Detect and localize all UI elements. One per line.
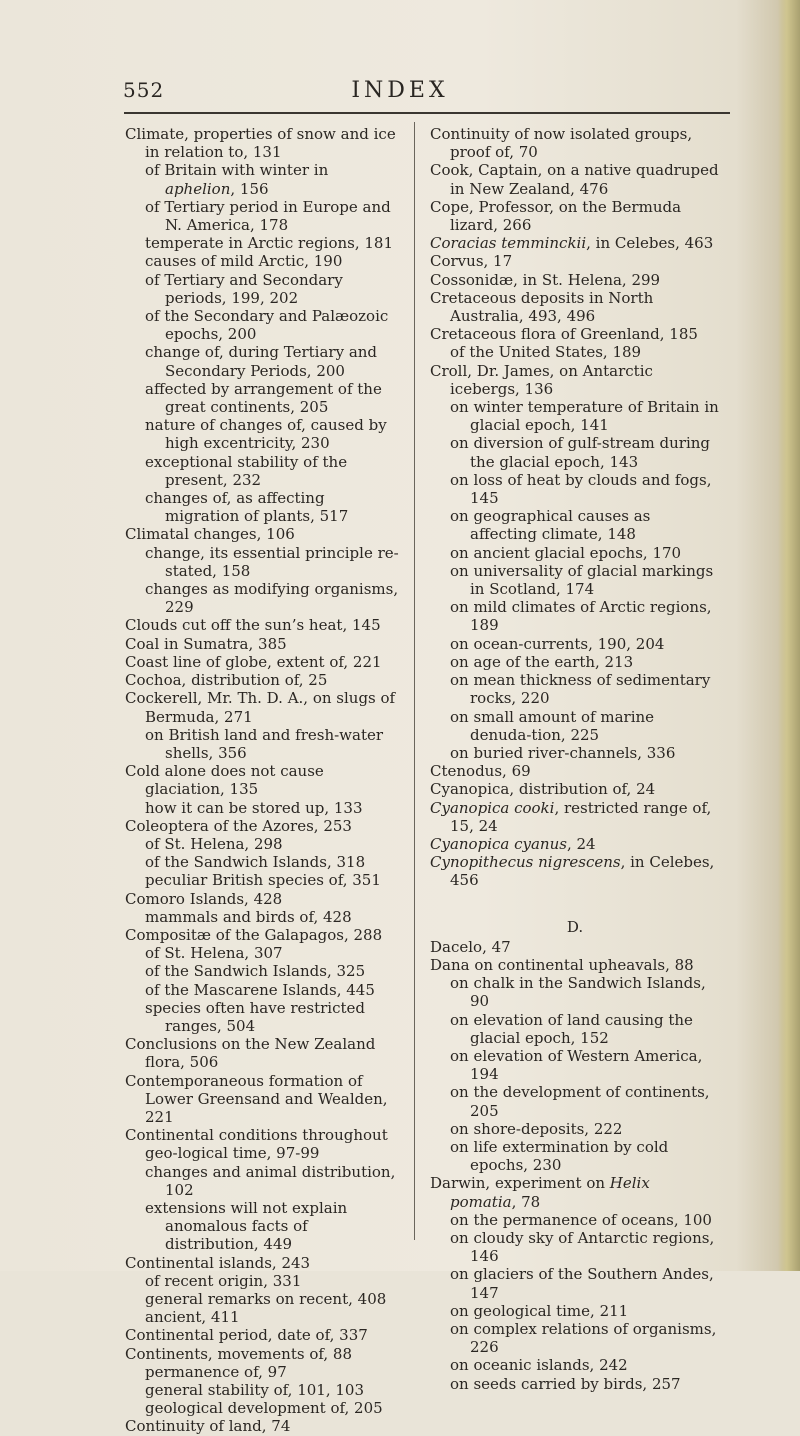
index-subentry: on small amount of marine denuda-tion, 225 — [450, 707, 655, 744]
index-entry: Continental conditions throughout geo-logical time, 97-99 — [125, 1126, 388, 1163]
index-entry: Continuity of land, 74 — [125, 1417, 291, 1436]
index-entry: Cold alone does not cause glaciation, 135 — [125, 762, 324, 799]
entry-text-part: , in Celebes, 463 — [586, 234, 714, 253]
index-entry — [430, 799, 720, 835]
index-entry — [430, 835, 720, 853]
running-head: INDEX — [351, 78, 449, 103]
index-subentry: on glaciers of the Southern Andes, 147 — [450, 1265, 714, 1302]
index-subentry: on mild climates of Arctic regions, 189 — [450, 598, 712, 635]
index-subentry: mammals and birds of, 428 — [145, 907, 352, 926]
index-entry — [430, 1174, 720, 1210]
index-entry: Cossonidæ, in St. Helena, 299 — [430, 270, 661, 289]
entry-text-part: Coracias temminckii — [430, 234, 587, 253]
index-subentry: changes and animal distribution, 102 — [145, 1162, 396, 1199]
index-subentry: of the United States, 189 — [450, 343, 642, 362]
index-entry: Cook, Captain, on a native quadruped in New Zealand, 476 — [430, 161, 719, 198]
index-entry: Coleoptera of the Azores, 253 — [125, 816, 352, 835]
index-entry: Cyanopica, distribution of, 24 — [430, 780, 656, 799]
index-subentry: changes as modifying organisms, 229 — [145, 580, 399, 617]
index-subentry: exceptional stability of the present, 232 — [145, 452, 348, 489]
index-entry: Cope, Professor, on the Bermuda lizard, 266 — [430, 197, 682, 235]
entry-text-part: , 24 — [566, 834, 596, 853]
index-subentry: on seeds carried by birds, 257 — [450, 1374, 681, 1393]
index-subentry: causes of mild Arctic, 190 — [145, 252, 343, 271]
header-rule — [124, 112, 730, 114]
index-subentry: how it can be stored up, 133 — [145, 798, 363, 817]
index-entry: Cretaceous flora of Greenland, 185 — [430, 325, 698, 344]
index-entry: Coast line of globe, extent of, 221 — [125, 652, 382, 671]
index-subentry: species often have restricted ranges, 504 — [145, 998, 366, 1035]
entry-text-part: Cyanopica cyanus — [430, 834, 567, 853]
entry-text-part: , restricted range of, 15, 24 — [450, 798, 712, 835]
index-subentry: affected by arrangement of the great continents, 205 — [145, 379, 382, 417]
index-entry: Dacelo, 47 — [430, 937, 511, 956]
index-subentry: general stability of, 101, 103 — [145, 1381, 365, 1400]
index-subentry: permanence of, 97 — [145, 1362, 287, 1381]
index-entry: Conclusions on the New Zealand flora, 506 — [125, 1035, 376, 1072]
index-entry: Continuity of now isolated groups, proof of, 70 — [430, 125, 693, 162]
index-subentry: geological development of, 205 — [145, 1399, 383, 1418]
index-subentry: of St. Helena, 298 — [145, 834, 283, 853]
entry-text-part: , 156 — [230, 179, 269, 198]
index-entry: Continents, movements of, 88 — [125, 1344, 352, 1363]
section-letter: D. — [566, 917, 584, 936]
index-subentry: on the permanence of oceans, 100 — [450, 1210, 712, 1229]
index-subentry: on ocean-currents, 190, 204 — [450, 634, 665, 653]
index-subentry: on British land and fresh-water shells, 356 — [145, 725, 384, 762]
index-subentry: of St. Helena, 307 — [145, 944, 283, 963]
index-entry: Cretaceous deposits in North Australia, 493, 496 — [430, 288, 654, 326]
index-subentry: on age of the earth, 213 — [450, 652, 634, 671]
index-subentry: temperate in Arctic regions, 181 — [145, 234, 394, 253]
index-subentry: of recent origin, 331 — [145, 1271, 302, 1290]
index-subentry: change of, during Tertiary and Secondary Periods, 200 — [145, 343, 378, 380]
index-entry: Climate, properties of snow and ice in relation to, 131 — [125, 125, 396, 162]
index-entry: Comoro Islands, 428 — [125, 889, 283, 908]
index-entry: Compositæ of the Galapagos, 288 — [125, 925, 383, 944]
entry-text-part: Helix pomatia — [450, 1174, 650, 1211]
index-entry: Climatal changes, 106 — [125, 525, 295, 544]
entry-text-part: of Britain with winter in — [145, 161, 329, 180]
index-entry: Cochoa, distribution of, 25 — [125, 671, 328, 690]
page-number: 552 — [123, 78, 165, 102]
entry-text-part: Cyanopica cooki — [430, 798, 555, 817]
index-subentry: on elevation of land causing the glacial epoch, 152 — [450, 1010, 693, 1047]
index-subentry: of the Mascarene Islands, 445 — [145, 980, 375, 999]
index-subentry: of Tertiary and Secondary periods, 199, 202 — [145, 270, 343, 307]
index-column-right — [430, 125, 720, 1393]
index-subentry: of the Sandwich Islands, 318 — [145, 853, 366, 872]
index-subentry — [125, 161, 400, 197]
index-subentry: of the Sandwich Islands, 325 — [145, 962, 366, 981]
entry-text-part: , 78 — [511, 1192, 541, 1211]
index-subentry: on chalk in the Sandwich Islands, 90 — [450, 974, 706, 1011]
index-subentry: on diversion of gulf-stream during the glacial epoch, 143 — [450, 434, 711, 471]
index-entry: Ctenodus, 69 — [430, 762, 531, 781]
column-divider — [414, 122, 415, 1240]
index-subentry: on ancient glacial epochs, 170 — [450, 543, 682, 562]
index-subentry: on oceanic islands, 242 — [450, 1356, 628, 1375]
index-subentry: on buried river-channels, 336 — [450, 743, 676, 762]
index-subentry: on geographical causes as affecting climate, 148 — [450, 507, 651, 544]
page-edge-stain — [778, 0, 800, 1271]
index-subentry: nature of changes of, caused by high excentricity, 230 — [145, 416, 387, 453]
index-subentry: on winter temperature of Britain in glacial epoch, 141 — [450, 398, 719, 435]
index-entry — [430, 234, 720, 252]
index-entry: Contemporaneous formation of Lower Greensand and Wealden, 221 — [125, 1071, 388, 1126]
index-subentry: on shore-deposits, 222 — [450, 1119, 623, 1138]
page-header — [0, 78, 800, 108]
entry-text-part: aphelion — [165, 179, 231, 198]
index-entry: Croll, Dr. James, on Antarctic icebergs, 136 — [430, 361, 653, 398]
index-subentry: on the development of continents, 205 — [450, 1083, 710, 1120]
index-subentry: on life extermination by cold epochs, 230 — [450, 1137, 669, 1175]
index-entry: Continental islands, 243 — [125, 1253, 311, 1272]
index-column-left — [125, 125, 400, 1436]
entry-text-part: , in Celebes, 456 — [450, 853, 715, 890]
index-subentry: change, its essential principle re-stated, 158 — [145, 543, 399, 580]
index-entry: Coal in Sumatra, 385 — [125, 634, 287, 653]
index-subentry: peculiar British species of, 351 — [145, 871, 381, 890]
index-subentry: on mean thickness of sedimentary rocks, 220 — [450, 671, 711, 708]
index-entry: Continental period, date of, 337 — [125, 1326, 368, 1345]
index-entry: Clouds cut off the sun’s heat, 145 — [125, 616, 381, 635]
index-entry: Corvus, 17 — [430, 252, 513, 271]
index-subentry: of Tertiary period in Europe and N. America, 178 — [145, 197, 391, 235]
index-subentry: extensions will not explain anomalous facts of distribution, 449 — [145, 1198, 348, 1254]
index-entry: Dana on continental upheavals, 88 — [430, 955, 694, 974]
index-subentry: on complex relations of organisms, 226 — [450, 1320, 717, 1357]
index-subentry: general remarks on recent, 408 — [145, 1290, 387, 1308]
index-subentry: of the Secondary and Palæozoic epochs, 200 — [145, 307, 389, 344]
index-subentry: on universality of glacial markings in Scotland, 174 — [450, 561, 714, 599]
index-subentry: on loss of heat by clouds and fogs, 145 — [450, 470, 712, 508]
index-entry — [430, 853, 720, 889]
index-subentry: on geological time, 211 — [450, 1301, 629, 1320]
index-entry: Cockerell, Mr. Th. D. A., on slugs of Bermuda, 271 — [125, 689, 396, 726]
index-subentry: ancient, 411 — [145, 1308, 240, 1327]
index-subentry: on elevation of Western America, 194 — [450, 1046, 703, 1084]
index-subentry: changes of, as affecting migration of plants, 517 — [145, 489, 349, 526]
index-subentry: on cloudy sky of Antarctic regions, 146 — [450, 1228, 715, 1266]
entry-text-part: Cynopithecus nigrescens — [430, 853, 621, 872]
entry-text-part: Darwin, experiment on — [430, 1174, 610, 1193]
